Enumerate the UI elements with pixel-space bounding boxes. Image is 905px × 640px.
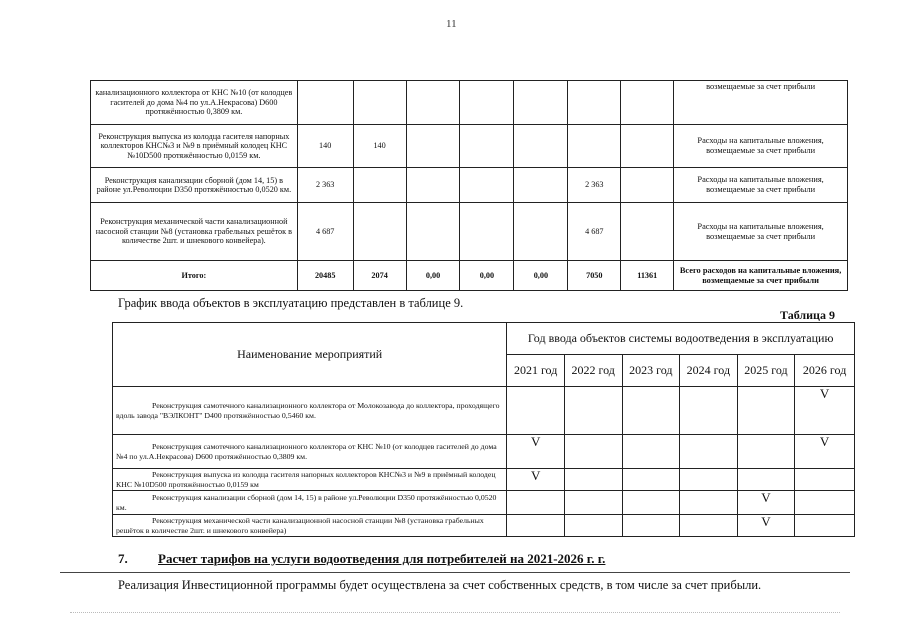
table-row bbox=[91, 168, 848, 203]
measure-name-cell: Реконструкция механической части канализационной насосной станции №8 (установка грабельных решёток в количестве 2шт. и шнекового конвейера). bbox=[91, 203, 298, 261]
table-row bbox=[113, 435, 855, 469]
total-value-cell: 2074 bbox=[353, 261, 406, 291]
year-mark-cell bbox=[507, 387, 565, 435]
year-mark-cell bbox=[795, 515, 855, 537]
year-mark-cell bbox=[737, 435, 795, 469]
value-cell bbox=[353, 203, 406, 261]
total-value-cell: 0,00 bbox=[460, 261, 514, 291]
header-year: 2022 год bbox=[564, 355, 622, 387]
value-cell bbox=[406, 81, 460, 125]
value-cell bbox=[353, 168, 406, 203]
table-row bbox=[113, 515, 855, 537]
total-value-cell: 20485 bbox=[297, 261, 353, 291]
value-cell bbox=[460, 168, 514, 203]
value-cell: 140 bbox=[353, 125, 406, 168]
value-cell bbox=[406, 168, 460, 203]
year-mark-cell bbox=[622, 387, 680, 435]
measure-name-cell: канализационного коллектора от КНС №10 (от колодцев гасителей до дома №4 по ул.А.Некрасова) D600 протяжённостью 0,3809 км. bbox=[91, 81, 298, 125]
table-row bbox=[113, 469, 855, 491]
note-cell: возмещаемые за счет прибыли bbox=[674, 81, 848, 125]
value-cell: 4 687 bbox=[297, 203, 353, 261]
table-number-label: Таблица 9 bbox=[780, 308, 835, 322]
year-mark-cell bbox=[680, 435, 738, 469]
header-year: 2023 год bbox=[622, 355, 680, 387]
year-mark-cell: V bbox=[507, 469, 565, 491]
measure-name-cell: Реконструкция самотечного канализационного коллектора от КНС №10 (от колодцев гасителей до дома №4 по ул.А.Некрасова) D600 протяжённостью 0,3809 км. bbox=[113, 435, 507, 469]
note-cell: Расходы на капитальные вложения, возмещаемые за счет прибыли bbox=[674, 125, 848, 168]
table-row bbox=[113, 387, 855, 435]
value-cell bbox=[406, 203, 460, 261]
measure-name-cell: Реконструкция выпуска из колодца гасителя напорных коллекторов КНС№3 и №9 в приёмный колодец КНС №10D500 протяжённостью 0,0159 км bbox=[113, 469, 507, 491]
value-cell bbox=[514, 81, 568, 125]
year-mark-cell bbox=[795, 469, 855, 491]
section-body-text: Реализация Инвестиционной программы будет осуществлена за счет собственных средств, в том числе за счет прибыли. bbox=[118, 578, 762, 592]
value-cell: 2 363 bbox=[568, 168, 621, 203]
value-cell bbox=[621, 125, 674, 168]
year-mark-cell bbox=[795, 491, 855, 515]
total-value-cell: 7050 bbox=[568, 261, 621, 291]
value-cell bbox=[297, 81, 353, 125]
value-cell bbox=[514, 203, 568, 261]
value-cell bbox=[353, 81, 406, 125]
year-mark-cell bbox=[564, 491, 622, 515]
year-mark-cell: V bbox=[737, 515, 795, 537]
value-cell bbox=[514, 168, 568, 203]
total-value-cell: 11361 bbox=[621, 261, 674, 291]
note-cell: Расходы на капитальные вложения, возмещаемые за счет прибыли bbox=[674, 203, 848, 261]
year-mark-cell bbox=[737, 469, 795, 491]
value-cell bbox=[568, 125, 621, 168]
section-title: Расчет тарифов на услуги водоотведения для потребителей на 2021-2026 г. г. bbox=[158, 551, 606, 566]
total-label-cell: Итого: bbox=[91, 261, 298, 291]
year-mark-cell bbox=[737, 387, 795, 435]
header-year: 2025 год bbox=[737, 355, 795, 387]
total-value-cell: 0,00 bbox=[406, 261, 460, 291]
value-cell bbox=[514, 125, 568, 168]
header-year-group: Год ввода объектов системы водоотведения в эксплуатацию bbox=[507, 323, 855, 355]
value-cell bbox=[621, 203, 674, 261]
measure-name-cell: Реконструкция канализации сборной (дом 14, 15) в районе ул.Революции D350 протяжённостью 0,0520 км. bbox=[113, 491, 507, 515]
year-mark-cell bbox=[507, 491, 565, 515]
page-number: 11 bbox=[446, 18, 457, 30]
year-mark-cell bbox=[622, 469, 680, 491]
header-year: 2021 год bbox=[507, 355, 565, 387]
value-cell: 4 687 bbox=[568, 203, 621, 261]
measure-name-cell: Реконструкция механической части канализационной насосной станции №8 (установка грабельных решёток в количестве 2шт. и шнекового конвейера) bbox=[113, 515, 507, 537]
header-measures: Наименование мероприятий bbox=[113, 323, 507, 387]
table-row bbox=[91, 203, 848, 261]
year-mark-cell bbox=[680, 491, 738, 515]
year-mark-cell bbox=[622, 435, 680, 469]
value-cell: 140 bbox=[297, 125, 353, 168]
year-mark-cell bbox=[622, 515, 680, 537]
faded-line bbox=[70, 612, 840, 613]
measure-name-cell: Реконструкция самотечного канализационного коллектора от Молокозавода до коллектора, проходящего вдоль завода "ВЭЛКОНТ" D400 протяжённостью 0,5460 км. bbox=[113, 387, 507, 435]
year-mark-cell bbox=[564, 515, 622, 537]
year-mark-cell bbox=[680, 387, 738, 435]
table-row bbox=[91, 81, 848, 125]
total-row bbox=[91, 261, 848, 291]
value-cell bbox=[406, 125, 460, 168]
year-mark-cell bbox=[507, 515, 565, 537]
divider-line bbox=[60, 572, 850, 573]
header-year: 2024 год bbox=[680, 355, 738, 387]
year-mark-cell: V bbox=[507, 435, 565, 469]
commissioning-schedule-table bbox=[112, 322, 855, 537]
total-value-cell: 0,00 bbox=[514, 261, 568, 291]
year-mark-cell bbox=[564, 435, 622, 469]
value-cell bbox=[460, 203, 514, 261]
year-mark-cell bbox=[564, 387, 622, 435]
table-caption: График ввода объектов в эксплуатацию представлен в таблице 9. bbox=[118, 296, 464, 310]
year-mark-cell: V bbox=[737, 491, 795, 515]
value-cell bbox=[460, 81, 514, 125]
section-number: 7. bbox=[118, 551, 128, 566]
investment-costs-table bbox=[90, 80, 848, 291]
value-cell bbox=[621, 168, 674, 203]
total-note-cell: Всего расходов на капитальные вложения, возмещаемые за счет прибыли bbox=[674, 261, 848, 291]
year-mark-cell bbox=[680, 515, 738, 537]
measure-name-cell: Реконструкция выпуска из колодца гасителя напорных коллекторов КНС№3 и №9 в приёмный колодец КНС №10D500 протяжённостью 0,0159 км. bbox=[91, 125, 298, 168]
header-year: 2026 год bbox=[795, 355, 855, 387]
value-cell: 2 363 bbox=[297, 168, 353, 203]
value-cell bbox=[460, 125, 514, 168]
value-cell bbox=[568, 81, 621, 125]
note-cell: Расходы на капитальные вложения, возмещаемые за счет прибыли bbox=[674, 168, 848, 203]
year-mark-cell bbox=[564, 469, 622, 491]
table-row bbox=[113, 491, 855, 515]
year-mark-cell: V bbox=[795, 435, 855, 469]
measure-name-cell: Реконструкция канализации сборной (дом 14, 15) в районе ул.Революции D350 протяжённостью 0,0520 км. bbox=[91, 168, 298, 203]
table-row bbox=[91, 125, 848, 168]
section-heading bbox=[118, 551, 605, 567]
year-mark-cell bbox=[680, 469, 738, 491]
value-cell bbox=[621, 81, 674, 125]
year-mark-cell: V bbox=[795, 387, 855, 435]
year-mark-cell bbox=[622, 491, 680, 515]
